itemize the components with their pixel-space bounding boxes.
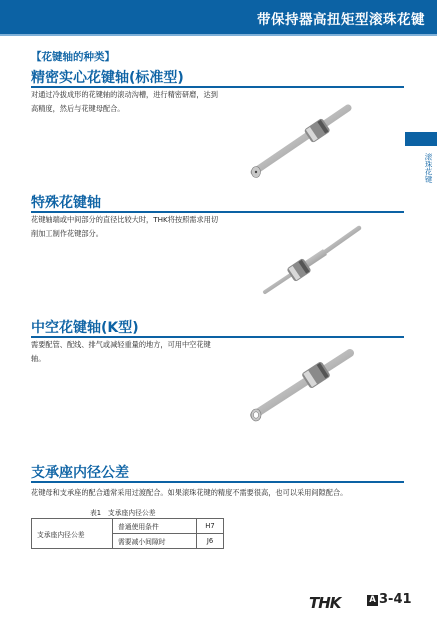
page-header [0,0,437,34]
section-mark-icon: A [367,595,378,606]
category-heading: 【花键轴的种类】 [31,51,115,63]
side-tab-label: 滚珠花键 [424,153,433,183]
header-title: 带保持器高扭矩型滚珠花键 [257,12,425,28]
hollow-spline-shaft-image [240,345,360,425]
section-title-housing-tolerance: 支承座内径公差 [31,465,129,481]
table-cell-class: J6 [197,534,224,549]
thk-logo: THK [309,594,341,612]
table-caption: 表1 支承座内径公差 [90,509,156,517]
section-title-hollow: 中空花键轴(K型) [31,320,139,336]
section-title-special: 特殊花键轴 [31,195,101,211]
table-row-header: 支承座内径公差 [32,519,113,549]
section-desc-housing-tolerance: 花键母和支承座的配合通常采用过渡配合。如果滚珠花键的精度不需要很高，也可以采用间隙配合。 [31,488,348,497]
table-cell-condition: 普通使用条件 [113,519,197,534]
special-spline-shaft-image [255,220,365,300]
page-number: 3-41 [379,592,412,607]
tolerance-table [31,518,224,549]
section-desc-special: 花键轴端或中间部分的直径比较大时，THK将按照需求用切削加工制作花键部分。 [31,215,219,238]
section-rule [31,481,404,483]
solid-spline-shaft-image [240,100,360,182]
table-cell-class: H7 [197,519,224,534]
section-desc-hollow: 需要配管、配线、排气或减轻重量的地方，可用中空花键轴。 [31,340,211,363]
section-title-standard: 精密实心花键轴(标准型) [31,70,184,86]
side-tab[interactable] [405,132,437,146]
header-divider [0,34,437,36]
table-row [32,519,224,534]
table-cell-condition: 需要减小间隙时 [113,534,197,549]
section-desc-standard: 对通过冷拔成形的花键轴的滚动沟槽，进行精密研磨，达到高精度，然后与花键母配合。 [31,90,218,113]
